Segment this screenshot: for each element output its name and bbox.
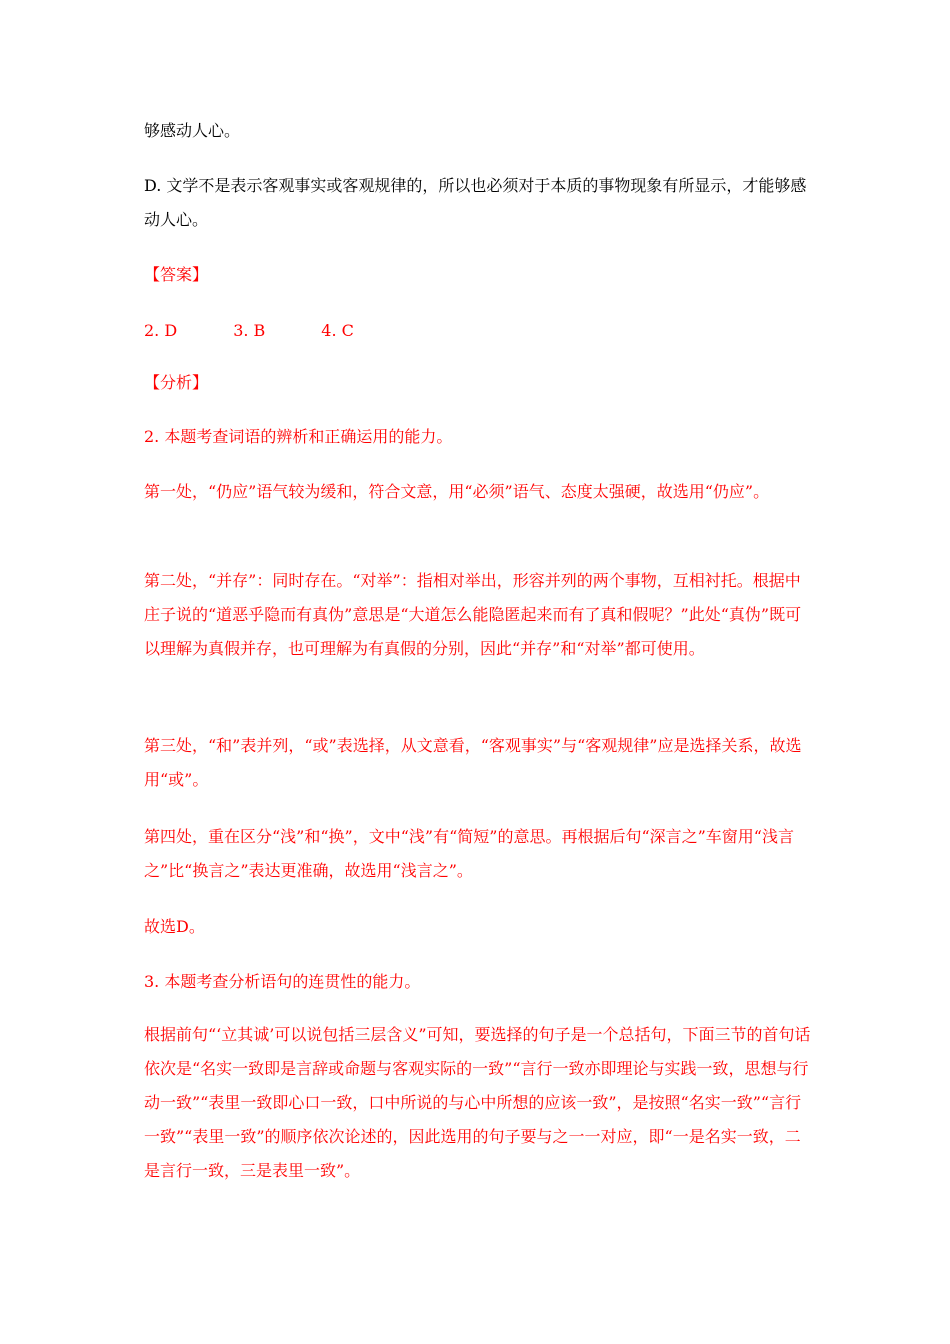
answer-item: 2. D xyxy=(144,321,178,340)
answer-list xyxy=(144,314,814,348)
q2-conclusion: 故选D。 xyxy=(144,917,205,936)
option-d: D. 文学不是表示客观事实或客观规律的，所以也必须对于本质的事物现象有所显示，才能够感动人心。 xyxy=(144,176,807,229)
answer-header: 【答案】 xyxy=(144,265,209,284)
q3-point-1: 根据前句“‘立其诚’可以说包括三层含义”可知，要选择的句子是一个总括句，下面三节的首句话依次是“名实一致即是言辞或命题与客观实际的一致”“言行一致亦即理论与实践一致，思想与行动一致”“表里一致即心口一致，口中所说的与心中所想的应该一致”，是按照“名实一致”“言行一致”“表里一致”的顺序依次论述的，因此选用的句子要与之一一对应，即“一是名实一致，二是言行一致，三是表里一致”。 xyxy=(144,1025,811,1180)
q2-point-3: 第三处，“和”表并列，“或”表选择，从文意看，“客观事实”与“客观规律”应是选择关系，故选用“或”。 xyxy=(144,736,802,789)
q2-intro: 2. 本题考查词语的辨析和正确运用的能力。 xyxy=(144,427,453,446)
answer-item: 4. C xyxy=(321,321,354,340)
q3-intro: 3. 本题考查分析语句的连贯性的能力。 xyxy=(144,972,421,991)
q2-point-2: 第二处，“并存”：同时存在。“对举”：指相对举出，形容并列的两个事物，互相衬托。根据中庄子说的“道恶乎隐而有真伪”意思是“大道怎么能隐匿起来而有了真和假呢？”此处“真伪”既可以理解为真假并存，也可理解为有真假的分别，因此“并存”和“对举”都可使用。 xyxy=(144,571,802,658)
q2-point-1: 第一处，“仍应”语气较为缓和，符合文意，用“必须”语气、态度太强硬，故选用“仍应”。 xyxy=(144,482,770,501)
answer-item: 3. B xyxy=(233,321,266,340)
analysis-header: 【分析】 xyxy=(144,373,209,392)
option-c-ending: 够感动人心。 xyxy=(144,121,241,140)
q2-point-4: 第四处，重在区分“浅”和“换”，文中“浅”有“简短”的意思。再根据后句“深言之”车窗用“浅言之”比“换言之”表达更准确，故选用“浅言之”。 xyxy=(144,827,794,880)
